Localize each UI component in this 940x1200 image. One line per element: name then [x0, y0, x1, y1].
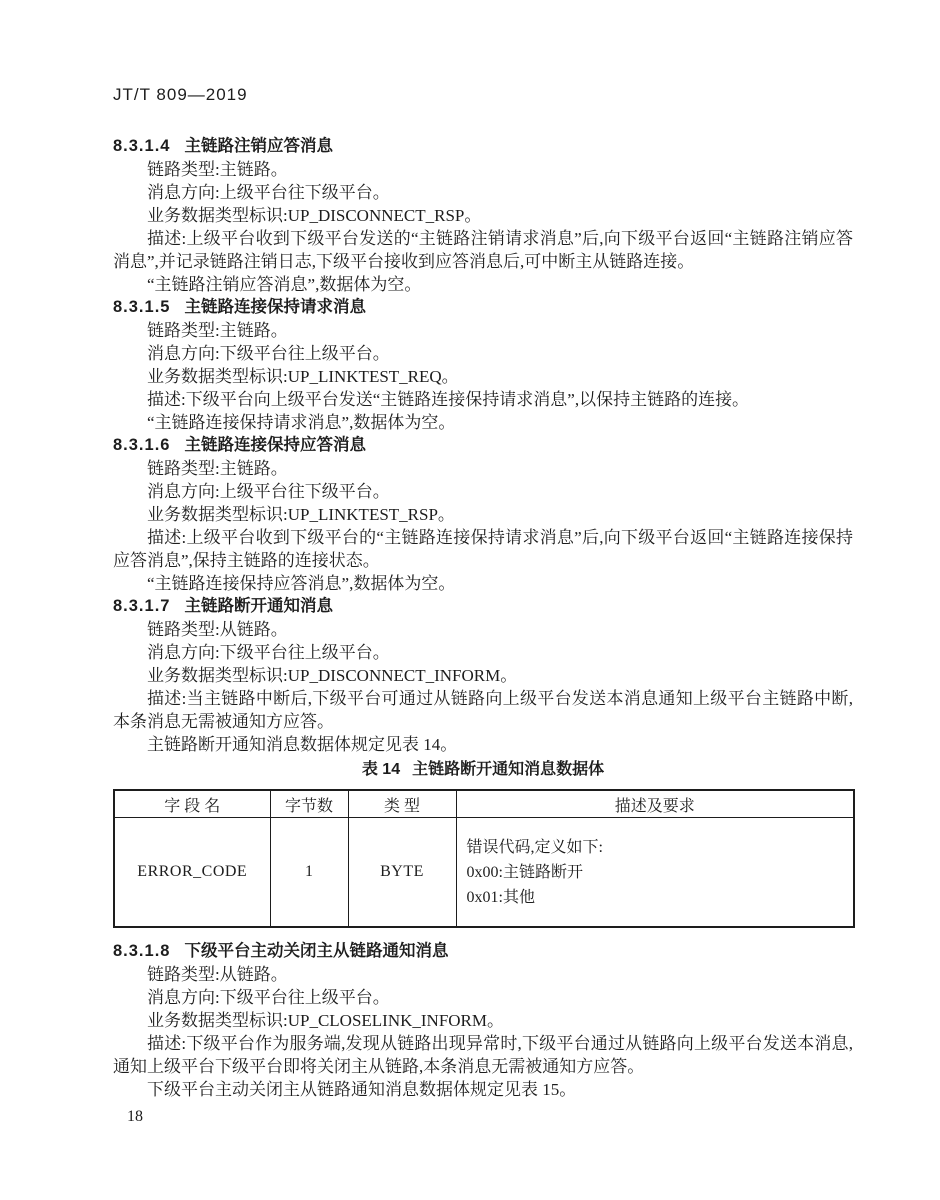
- page-number: 18: [127, 1108, 143, 1125]
- content-column: [113, 85, 853, 1128]
- paragraph-link-type: 链路类型:主链路。: [147, 459, 288, 478]
- paragraph-body-empty: “主链路连接保持应答消息”,数据体为空。: [147, 574, 456, 593]
- section-number: 8.3.1.4: [113, 137, 171, 155]
- paragraph-description: 描述:下级平台向上级平台发送“主链路连接保持请求消息”,以保持主链路的连接。: [147, 390, 750, 409]
- paragraph-msg-direction: 消息方向:下级平台往上级平台。: [147, 643, 390, 662]
- description-line: 错误代码,定义如下:: [466, 838, 603, 856]
- paragraph-link-type: 链路类型:主链路。: [147, 321, 288, 340]
- paragraph-data-type-id: 业务数据类型标识:UP_LINKTEST_RSP。: [147, 505, 455, 524]
- paragraph-msg-direction: 消息方向:下级平台往上级平台。: [147, 988, 390, 1007]
- table-caption-title: 主链路断开通知消息数据体: [412, 761, 605, 778]
- section-heading-8318: [113, 940, 853, 963]
- table-caption-label: 表 14: [361, 761, 401, 778]
- section-number: 8.3.1.7: [113, 597, 171, 615]
- paragraph-data-type-id: 业务数据类型标识:UP_LINKTEST_REQ。: [147, 367, 459, 386]
- section-number: 8.3.1.6: [113, 436, 171, 454]
- paragraph-data-type-id: 业务数据类型标识:UP_CLOSELINK_INFORM。: [147, 1011, 505, 1030]
- description-line: 0x01:其他: [466, 888, 535, 906]
- standard-number-header: JT/T 809—2019: [113, 85, 248, 104]
- paragraph-body-empty: “主链路连接保持请求消息”,数据体为空。: [147, 413, 456, 432]
- paragraph-data-type-id: 业务数据类型标识:UP_DISCONNECT_RSP。: [147, 206, 482, 225]
- paragraph-link-type: 链路类型:从链路。: [147, 620, 288, 639]
- paragraph-msg-direction: 消息方向:下级平台往上级平台。: [147, 344, 390, 363]
- header-field-name: 字 段 名: [114, 790, 270, 818]
- paragraph-see-table: 下级平台主动关闭主从链路通知消息数据体规定见表 15。: [147, 1080, 577, 1099]
- section-heading-8317: [113, 595, 853, 618]
- description-line: 0x00:主链路断开: [466, 863, 583, 881]
- header-type: 类 型: [348, 790, 456, 818]
- paragraph-data-type-id: 业务数据类型标识:UP_DISCONNECT_INFORM。: [147, 666, 518, 685]
- section-heading-8314: [113, 135, 853, 158]
- header-byte-count: 字节数: [270, 790, 348, 818]
- section-title: 主链路断开通知消息: [184, 597, 333, 615]
- table-row: [114, 818, 854, 928]
- section-title: 主链路注销应答消息: [184, 137, 333, 155]
- cell-byte-count: 1: [270, 818, 348, 928]
- cell-description: [456, 818, 854, 928]
- paragraph-msg-direction: 消息方向:上级平台往下级平台。: [147, 183, 390, 202]
- paragraph-see-table: 主链路断开通知消息数据体规定见表 14。: [147, 735, 458, 754]
- paragraph-description: 描述:下级平台作为服务端,发现从链路出现异常时,下级平台通过从链路向上级平台发送本消息,通知上级平台下级平台即将关闭主从链路,本条消息无需被通知方应答。: [113, 1034, 853, 1076]
- section-title: 下级平台主动关闭主从链路通知消息: [184, 942, 449, 960]
- paragraph-body-empty: “主链路注销应答消息”,数据体为空。: [147, 275, 422, 294]
- section-title: 主链路连接保持请求消息: [184, 298, 366, 316]
- section-number: 8.3.1.8: [113, 942, 171, 960]
- section-title: 主链路连接保持应答消息: [184, 436, 366, 454]
- paragraph-description: 描述:上级平台收到下级平台的“主链路连接保持请求消息”后,向下级平台返回“主链路连接保持应答消息”,保持主链路的连接状态。: [113, 528, 853, 570]
- section-number: 8.3.1.5: [113, 298, 171, 316]
- section-heading-8316: [113, 434, 853, 457]
- paragraph-description: 描述:当主链路中断后,下级平台可通过从链路向上级平台发送本消息通知上级平台主链路中断,本条消息无需被通知方应答。: [113, 689, 853, 731]
- table-14-main-link-disconnect: [113, 789, 855, 928]
- cell-type: BYTE: [348, 818, 456, 928]
- table-caption: [113, 758, 853, 781]
- header-description: 描述及要求: [456, 790, 854, 818]
- cell-field-name: ERROR_CODE: [114, 818, 270, 928]
- table-header-row: [114, 790, 854, 818]
- paragraph-description: 描述:上级平台收到下级平台发送的“主链路注销请求消息”后,向下级平台返回“主链路注销应答消息”,并记录链路注销日志,下级平台接收到应答消息后,可中断主从链路连接。: [113, 229, 853, 271]
- paragraph-msg-direction: 消息方向:上级平台往下级平台。: [147, 482, 390, 501]
- section-heading-8315: [113, 296, 853, 319]
- paragraph-link-type: 链路类型:主链路。: [147, 160, 288, 179]
- paragraph-link-type: 链路类型:从链路。: [147, 965, 288, 984]
